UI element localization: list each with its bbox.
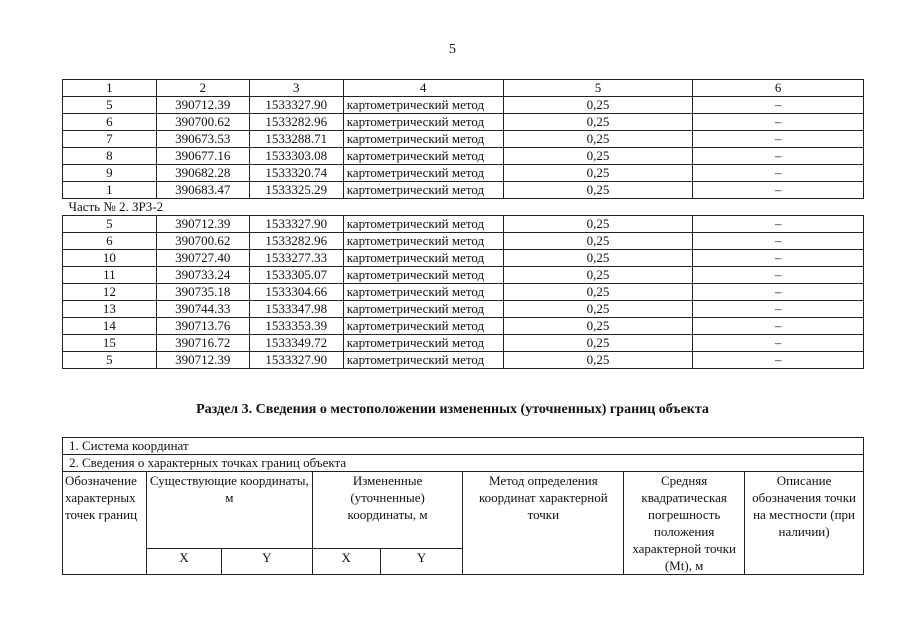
table-cell: 390682.28 [156, 165, 249, 182]
table-cell: картометрический метод [343, 318, 503, 335]
table-cell: 10 [63, 250, 157, 267]
table-cell: – [693, 216, 864, 233]
table-row [63, 335, 864, 352]
table-cell: – [693, 335, 864, 352]
page-number: 5 [449, 42, 456, 57]
coordinate-system-label: 1. Система координат [63, 438, 864, 455]
table-cell: – [693, 97, 864, 114]
table-cell: 0,25 [503, 216, 693, 233]
table-row [63, 165, 864, 182]
col-description: Описание обозначения точки на местности (при наличии) [745, 472, 864, 575]
table-cell: – [693, 267, 864, 284]
table-cell: 15 [63, 335, 157, 352]
table-cell: 0,25 [503, 233, 693, 250]
table-cell: 390677.16 [156, 148, 249, 165]
table-row [63, 131, 864, 148]
table-cell: 0,25 [503, 165, 693, 182]
table-cell: – [693, 284, 864, 301]
table-cell: 3 [249, 80, 343, 97]
table-cell: – [693, 233, 864, 250]
table-cell: картометрический метод [343, 182, 503, 199]
coordinate-system-row [63, 438, 864, 455]
table-row [63, 284, 864, 301]
table-cell: 5 [503, 80, 693, 97]
table-cell: 13 [63, 301, 157, 318]
table-cell: – [693, 250, 864, 267]
table-cell: картометрический метод [343, 97, 503, 114]
table-cell: 0,25 [503, 114, 693, 131]
table-cell: 1533327.90 [249, 216, 343, 233]
table-cell: 390673.53 [156, 131, 249, 148]
table-cell: 0,25 [503, 97, 693, 114]
table-row [63, 318, 864, 335]
table-cell: 1533327.90 [249, 97, 343, 114]
part-label: Часть № 2. ЗР3-2 [63, 199, 864, 216]
changed-x: X [312, 548, 380, 575]
part-row [63, 199, 864, 216]
table-cell: 0,25 [503, 131, 693, 148]
table-cell: – [693, 352, 864, 369]
table-cell: 0,25 [503, 148, 693, 165]
table-cell: 390712.39 [156, 216, 249, 233]
table-cell: картометрический метод [343, 114, 503, 131]
table-cell: 390733.24 [156, 267, 249, 284]
table-cell: 1 [63, 80, 157, 97]
table-row [63, 250, 864, 267]
col-designation: Обозначение характерных точек границ [63, 472, 147, 575]
table-cell: 14 [63, 318, 157, 335]
table-row [63, 148, 864, 165]
table-cell: 5 [63, 216, 157, 233]
table-cell: 0,25 [503, 301, 693, 318]
table-cell: 0,25 [503, 267, 693, 284]
table-row [63, 114, 864, 131]
table-cell: картометрический метод [343, 250, 503, 267]
table-cell: 1533349.72 [249, 335, 343, 352]
col-existing-coords: Существующие координаты, м [146, 472, 312, 549]
table-cell: – [693, 131, 864, 148]
table-cell: 6 [63, 233, 157, 250]
col-error: Средняя квадратическая погрешность положения характерной точки (Mt), м [624, 472, 745, 575]
table-cell: 4 [343, 80, 503, 97]
section-title: Раздел 3. Сведения о местоположении измененных (уточненных) границ объекта [196, 402, 709, 417]
table-cell: 390735.18 [156, 284, 249, 301]
table-cell: 5 [63, 352, 157, 369]
table-cell: – [693, 114, 864, 131]
table-cell: 390712.39 [156, 97, 249, 114]
table-cell: 0,25 [503, 284, 693, 301]
table-cell: 0,25 [503, 250, 693, 267]
table-cell: 390700.62 [156, 233, 249, 250]
table-row [63, 216, 864, 233]
table-cell: 8 [63, 148, 157, 165]
table-cell: 390700.62 [156, 114, 249, 131]
table-cell: 0,25 [503, 182, 693, 199]
characteristic-points-label: 2. Сведения о характерных точках границ объекта [63, 455, 864, 472]
table-cell: 12 [63, 284, 157, 301]
table-cell: картометрический метод [343, 216, 503, 233]
header-row [63, 80, 864, 97]
table-cell: 390713.76 [156, 318, 249, 335]
table-cell: картометрический метод [343, 301, 503, 318]
table-cell: 1533347.98 [249, 301, 343, 318]
table-cell: 6 [693, 80, 864, 97]
table-cell: 1533277.33 [249, 250, 343, 267]
table-cell: 390716.72 [156, 335, 249, 352]
table-cell: 1533320.74 [249, 165, 343, 182]
table-cell: 390712.39 [156, 352, 249, 369]
table-cell: картометрический метод [343, 233, 503, 250]
table-cell: – [693, 318, 864, 335]
table-cell: 1533353.39 [249, 318, 343, 335]
table-cell: 1533288.71 [249, 131, 343, 148]
table-cell: 0,25 [503, 318, 693, 335]
coordinates-table [62, 79, 864, 369]
existing-y: Y [221, 548, 312, 575]
table-row [63, 233, 864, 250]
table-cell: 1 [63, 182, 157, 199]
table-row [63, 352, 864, 369]
table-cell: 1533325.29 [249, 182, 343, 199]
table-cell: – [693, 148, 864, 165]
table-cell: – [693, 182, 864, 199]
table-cell: 0,25 [503, 352, 693, 369]
table-cell: картометрический метод [343, 352, 503, 369]
table-cell: картометрический метод [343, 284, 503, 301]
col-method: Метод определения координат характерной точки [463, 472, 624, 575]
table-row [63, 301, 864, 318]
table-cell: 6 [63, 114, 157, 131]
table-cell: 1533327.90 [249, 352, 343, 369]
table-cell: – [693, 165, 864, 182]
col-changed-coords: Измененные (уточненные) координаты, м [312, 472, 463, 549]
header-row [63, 472, 864, 549]
boundary-points-table [62, 437, 864, 575]
table-cell: картометрический метод [343, 148, 503, 165]
table-cell: 1533305.07 [249, 267, 343, 284]
characteristic-points-row [63, 455, 864, 472]
table-cell: 390744.33 [156, 301, 249, 318]
table-cell: 1533304.66 [249, 284, 343, 301]
table-row [63, 267, 864, 284]
table-cell: – [693, 301, 864, 318]
table-cell: 1533282.96 [249, 114, 343, 131]
table-cell: картометрический метод [343, 267, 503, 284]
table-row [63, 97, 864, 114]
table-cell: 11 [63, 267, 157, 284]
table-cell: 1533303.08 [249, 148, 343, 165]
table-cell: картометрический метод [343, 131, 503, 148]
table-cell: 0,25 [503, 335, 693, 352]
table-cell: 390727.40 [156, 250, 249, 267]
table-cell: 390683.47 [156, 182, 249, 199]
table-row [63, 182, 864, 199]
table-cell: 2 [156, 80, 249, 97]
existing-x: X [146, 548, 221, 575]
table-cell: 1533282.96 [249, 233, 343, 250]
table-cell: 5 [63, 97, 157, 114]
table-cell: 7 [63, 131, 157, 148]
changed-y: Y [380, 548, 463, 575]
table-cell: картометрический метод [343, 165, 503, 182]
table-cell: 9 [63, 165, 157, 182]
table-cell: картометрический метод [343, 335, 503, 352]
